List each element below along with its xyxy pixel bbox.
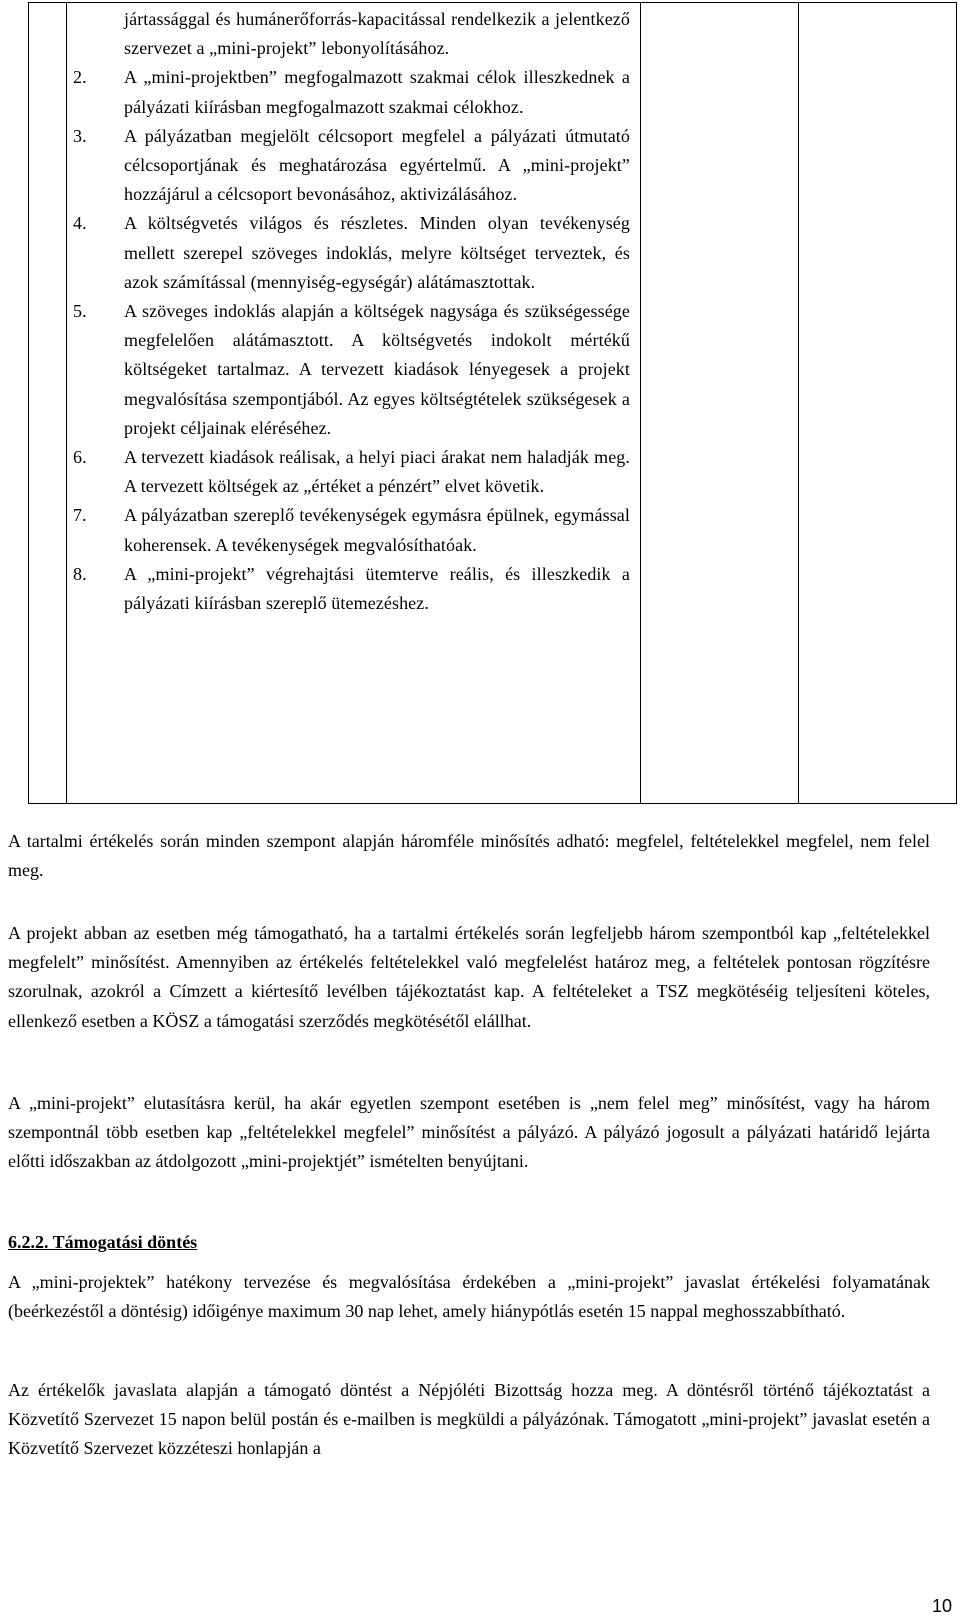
criterion-item: 7. A pályázatban szereplő tevékenységek egymásra épülnek, egymással koherensek. A tevékenységek megvalósíthatóak. <box>73 505 630 555</box>
criterion-item: 3. A pályázatban megjelölt célcsoport megfelel a pályázati útmutató célcsoportjának és meghatározása egyértelmű. A „mini-projekt” hozzájárul a célcsoport bevonásához, aktivizálásához. <box>73 125 630 205</box>
paragraph-evaluation-time: A „mini-projektek” hatékony tervezése és megvalósítása érdekében a „mini-projekt” javaslat értékelési folyamatának (beérkezéstől a döntésig) időigénye maximum 30 nap lehet, amely hiánypótlás esetén 15 nappal meghosszabbítható. <box>8 1272 930 1322</box>
criterion-item: 2. A „mini-projektben” megfogalmazott szakmai célok illeszkednek a pályázati kiírásban megfogalmazott szakmai célokhoz. <box>73 67 630 117</box>
criteria-cell <box>67 3 641 804</box>
paragraph-decision: Az értékelők javaslata alapján a támogató döntést a Népjóléti Bizottság hozza meg. A döntésről történő tájékoztatást a Közvetítő Szervezet 15 napon belül postán és e-mailben is megküldi a pályázónak. Támogatott „mini-projekt” javaslat esetén a Közvetítő Szervezet közzéteszi honlapján a <box>8 1380 930 1459</box>
criterion-item: 6. A tervezett kiadások reálisak, a helyi piaci árakat nem haladják meg. A tervezett költségek az „értéket a pénzért” elvet követik. <box>73 447 630 497</box>
criterion-item: 4. A költségvetés világos és részletes. Minden olyan tevékenység mellett szerepel szöveges indoklás, melyre költséget terveztek, és azok számítással (mennyiség-egységár) alátámasztottak. <box>73 213 630 292</box>
page-number: 10 <box>931 1596 952 1616</box>
criterion-item: 8. A „mini-projekt” végrehajtási ütemterve reális, és illeszkedik a pályázati kiírásban szereplő ütemezéshez. <box>73 563 630 614</box>
paragraph-rating-types: A tartalmi értékelés során minden szempont alapján háromféle minősítés adható: megfelel, feltételekkel megfelel, nem felel meg. <box>8 831 930 881</box>
section-heading: 6.2.2. Támogatási döntés <box>8 1232 198 1252</box>
table-empty-cell-left <box>29 3 67 804</box>
paragraph-rejection: A „mini-projekt” elutasításra kerül, ha akár egyetlen szempont esetében is „nem felel meg” minősítést, vagy ha három szempontnál több esetben kap „feltételekkel megfelel” minősítést a pályázó. A pályázó jogosult a pályázati határidő lejárta előtti időszakban az átdolgozott „mini-projektjét” ismételten benyújtani. <box>8 1093 930 1172</box>
criterion-continuation: jártassággal és humánerőforrás-kapacitással rendelkezik a jelentkező szervezet a „mini-projekt” lebonyolításához. <box>124 9 630 59</box>
table-empty-cell <box>641 3 799 804</box>
paragraph-conditional-support: A projekt abban az esetben még támogatható, ha a tartalmi értékelés során legfeljebb három szempontból kap „feltételekkel megfelelt” minősítést. Amennyiben az értékelés feltételekkel való megfelelést határoz meg, a feltételek pontosan rögzítésre szorulnak, azokról a Címzett a kiértesítő levélben tájékoztatást kap. A feltételeket a TSZ megkötéséig teljesíteni köteles, ellenkező esetben a KÖSZ a támogatási szerződés megkötésétől elállhat. <box>8 923 930 1031</box>
criterion-item: 5. A szöveges indoklás alapján a költségek nagysága és szükségessége megfelelően alátámasztott. A költségvetés indokolt mértékű költségeket tartalmaz. A tervezett kiadások lényegesek a projekt megvalósítása szempontjából. Az egyes költségtételek szükségesek a projekt céljainak eléréséhez. <box>73 301 630 438</box>
table-empty-cell <box>799 3 957 804</box>
criteria-table <box>28 2 957 804</box>
